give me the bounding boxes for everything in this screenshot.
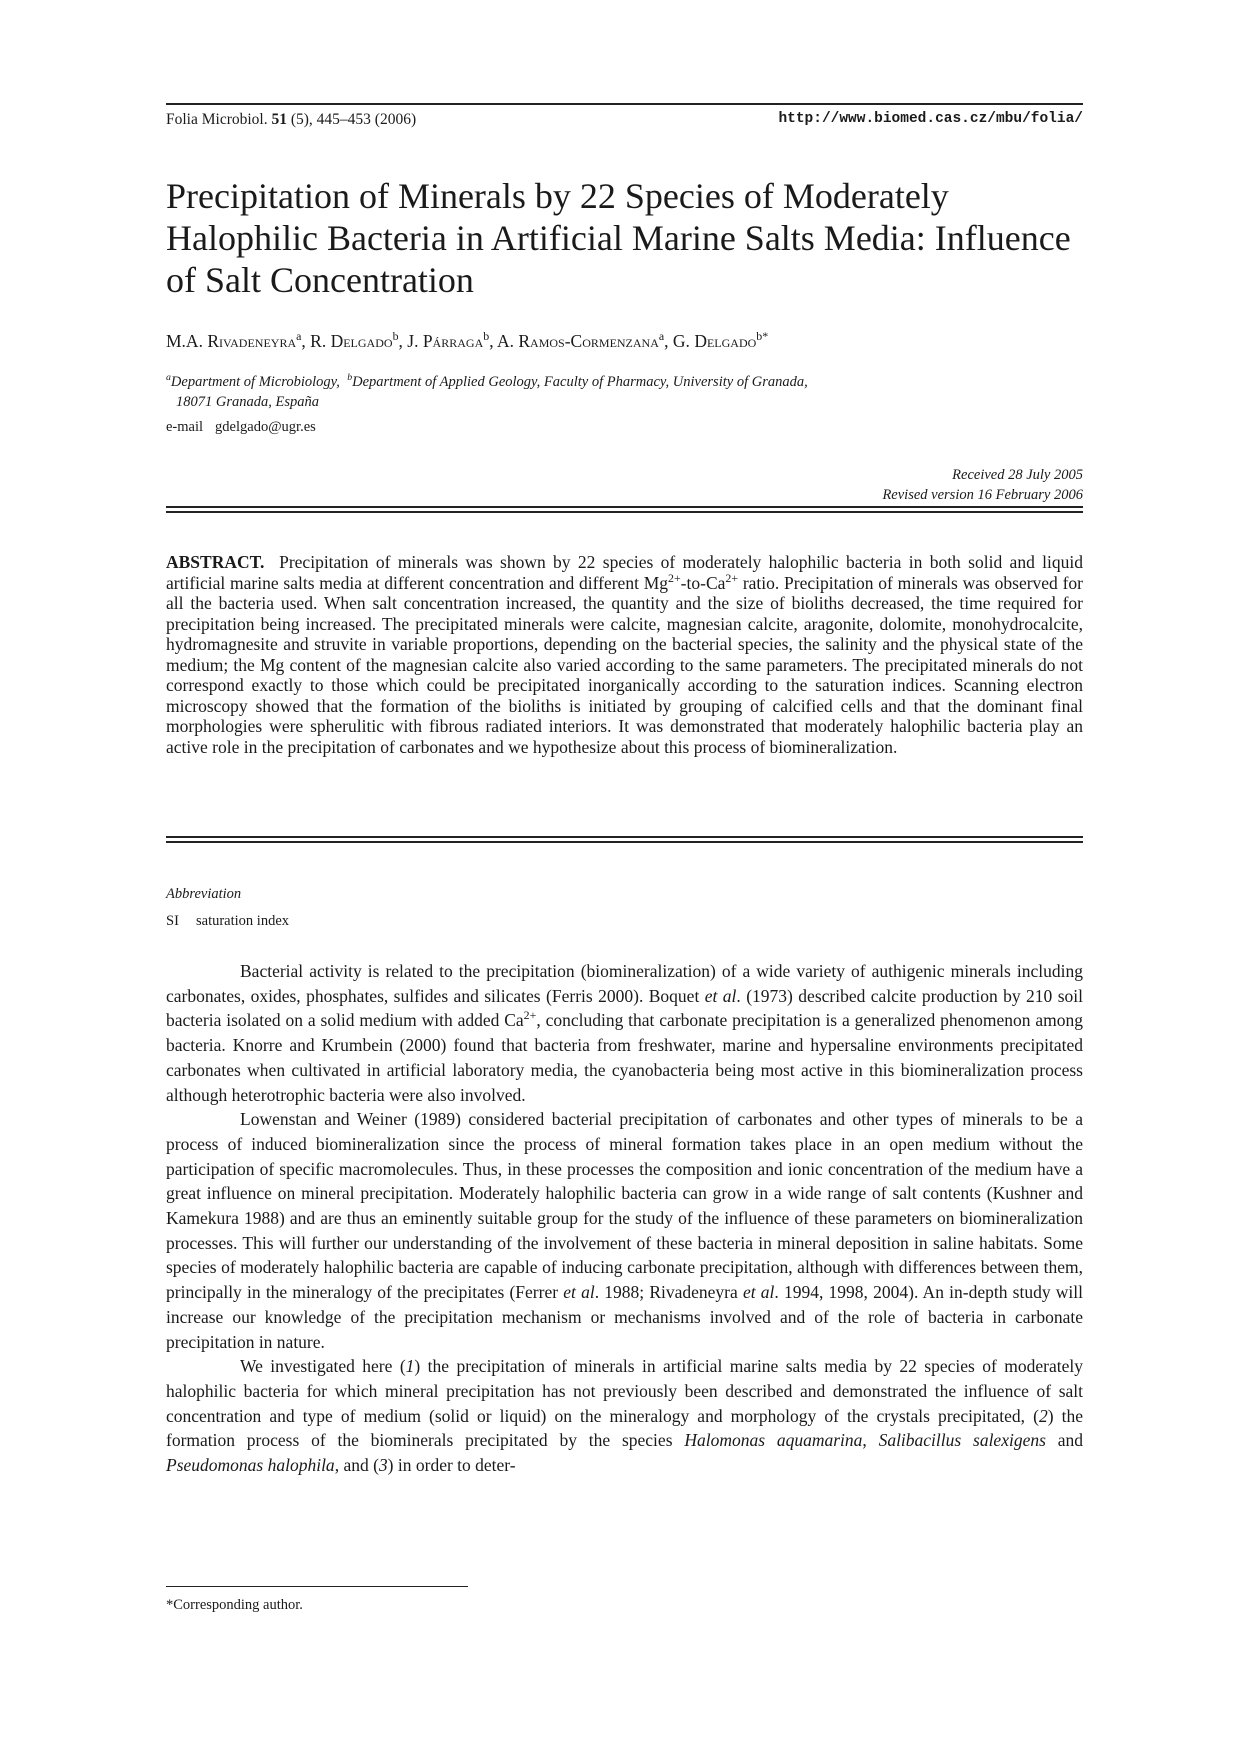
body-text bbox=[166, 959, 1083, 1478]
author-list bbox=[166, 331, 768, 352]
author: J. Párraga$^b$, bbox=[407, 329, 497, 351]
abstract: ABSTRACT. Precipitation of minerals was shown by 22 species of moderately halophilic bacteria in both solid and liquid artificial marine salts media at different concentration and different $Mg^{2+}-to-Ca^{2+}$ ratio. Precipitation of minerals was observed for all the bacteria used. When salt concentration increased, the quantity and the size of bioliths decreased, the time required for precipitation being increased. The precipitated minerals were calcite, magnesian calcite, aragonite, dolomite, monohydrocalcite, hydromagnesite and struvite in variable proportions, depending on the bacterial species, the salinity and the physical state of the medium; the Mg content of the magnesian calcite also varied according to the same parameters. The precipitated minerals do not correspond exactly to those which could be precipitated inorganically according to the saturation indices. Scanning electron microscopy showed that the formation of the bioliths is initiated by grouping of calcified cells and that the dominant final morphologies were spherulitic with fibrous radiated interiors. It was demonstrated that moderately halophilic bacteria play an active role in the precipitation of carbonates and we hypothesize about this process of biomineralization. bbox=[166, 552, 1084, 757]
paragraph: We investigated here (1) the precipitation of minerals in artificial marine salts media by 22 species of moderately halophilic bacteria for which mineral precipitation has not previously been described and demonstrated the influence of salt concentration and type of medium (solid or liquid) on the mineralogy and morphology of the crystals precipitated, (2) the formation process of the biominerals precipitated by the species Halomonas aquamarina, Salibacillus salexigens and Pseudomonas halophila, and (3) in order to deter- bbox=[166, 1356, 1083, 1476]
affiliations bbox=[166, 372, 1083, 412]
footnote: *Corresponding author. bbox=[166, 1597, 303, 1613]
journal-url[interactable]: http://www.biomed.cas.cz/mbu/folia/ bbox=[778, 111, 1083, 127]
paragraph: Lowenstan and Weiner (1989) considered bacterial precipitation of carbonates and other types of minerals to be a process of induced biomineralization since the process of mineral formation takes place in an open medium without the participation of specific macromolecules. Thus, in these processes the composition and ionic concentration of the medium have a great influence on mineral precipitation. Moderately halophilic bacteria can grow in a wide range of salt contents (Kushner and Kamekura 1988) and are thus an eminently suitable group for the study of the influence of these parameters on biomineralization processes. This will further our understanding of the involvement of these bacteria in mineral deposition in saline habitats. Some species of moderately halophilic bacteria are capable of inducing carbonate precipitation, although with differences between them, principally in the mineralogy of the precipitates (Ferrer et al. 1988; Rivadeneyra et al. 1994, 1998, 2004). An in-depth study will increase our knowledge of the precipitation mechanism or mechanisms involved and of the role of bacteria in carbonate precipitation in nature. bbox=[166, 1109, 1083, 1352]
email-line bbox=[166, 419, 316, 436]
paper-title: Precipitation of Minerals by 22 Species of Moderately Halophilic Bacteria in Artificial Marine Salts Media: Influence of Salt Concentration bbox=[166, 176, 1071, 300]
email-address[interactable]: gdelgado@ugr.es bbox=[215, 419, 316, 435]
email-label: e-mail bbox=[166, 419, 204, 435]
author: G. Delgado$^{b*}$ bbox=[672, 329, 769, 351]
author: R. Delgado$^b$, bbox=[310, 329, 408, 351]
revised-date: Revised version 16 February 2006 bbox=[882, 487, 1083, 503]
header-rule bbox=[166, 103, 1083, 105]
journal-citation: Folia Microbiol. 51 (5), 445–453 (2006) bbox=[166, 111, 417, 128]
abstract-top-rule bbox=[166, 506, 1083, 513]
affiliation-line: $^a$Department of Microbiology, $^b$Department of Applied Geology, Faculty of Pharmacy, University of Granada, bbox=[166, 372, 808, 390]
paragraph: Bacterial activity is related to the precipitation (biomineralization) of a wide variety of authigenic minerals including carbonates, oxides, phosphates, sulfides and silicates (Ferris 2000). Boquet et al. (1973) described calcite production by 210 soil bacteria isolated on a solid medium with added $Ca^{2+}$, concluding that carbonate precipitation is a generalized phenomenon among bacteria. Knorre and Krumbein (2000) found that bacteria from freshwater, marine and hypersaline environments precipitated carbonates when cultivated in artificial laboratory media, the cyanobacteria being most active in this biomineralization process although heterotrophic bacteria were also involved. bbox=[166, 961, 1084, 1105]
article-dates bbox=[882, 465, 1083, 505]
abstract-bottom-rule bbox=[166, 836, 1083, 843]
abbreviation-entry: SI saturation index bbox=[166, 913, 290, 929]
abstract-label: ABSTRACT. bbox=[166, 552, 265, 572]
running-head bbox=[166, 111, 1083, 133]
received-date: Received 28 July 2005 bbox=[952, 467, 1083, 483]
abbreviation-heading: Abbreviation bbox=[166, 886, 242, 902]
footnote-rule bbox=[166, 1586, 468, 1587]
affiliation-address: 18071 Granada, España bbox=[176, 394, 319, 410]
author: M.A. Rivadeneyra$^a$, bbox=[166, 329, 311, 351]
author: A. Ramos-Cormenzana$^a$, bbox=[496, 329, 673, 351]
